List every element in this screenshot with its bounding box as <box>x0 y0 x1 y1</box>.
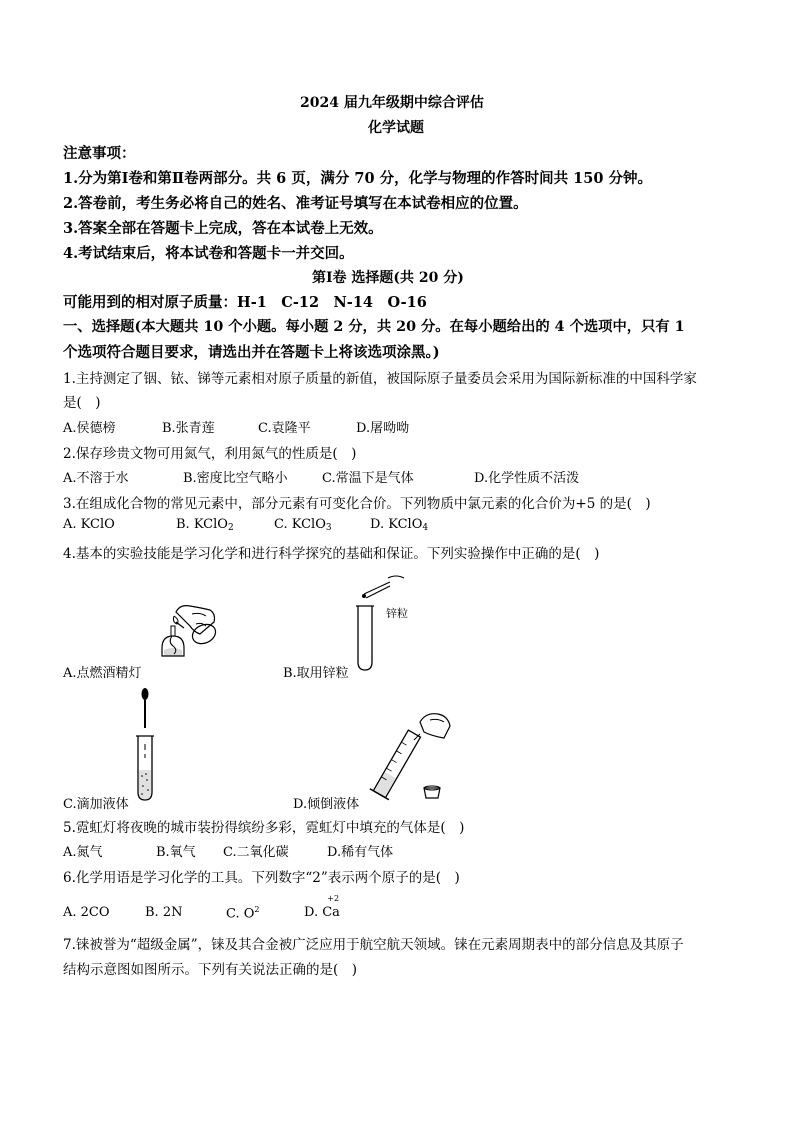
q1-option-c: C.袁隆平 <box>258 421 311 436</box>
q6-option-d-element <box>322 894 340 920</box>
q4-option-d: D.倾倒液体 <box>293 797 360 812</box>
q3-option-a: A. KClO <box>63 517 115 532</box>
q2-option-c: C.常温下是气体 <box>322 471 414 486</box>
q4-option-c: C.滴加液体 <box>63 797 129 812</box>
q6-option-c-text: C. O <box>226 906 255 922</box>
q3-stem: 3.在组成化合物的常见元素中，部分元素有可变化合价。下列物质中氯元素的化合价为+5 的是( ) <box>63 496 651 512</box>
page-subtitle: 化学试题 <box>368 120 424 136</box>
notice-item-1: 1.分为第Ⅰ卷和第Ⅱ卷两部分。共 6 页，满分 70 分，化学与物理的作答时间共 150 分钟。 <box>63 170 652 187</box>
q3-option-b <box>176 517 234 533</box>
notice-item-4: 4.考试结束后，将本试卷和答题卡一并交回。 <box>63 245 354 262</box>
q2-stem: 2.保存珍贵文物可用氮气，利用氮气的性质是( ) <box>63 446 357 462</box>
q5-stem: 5.霓虹灯将夜晚的城市装扮得缤纷多彩，霓虹灯中填充的气体是( ) <box>63 820 465 836</box>
q1-stem-line2: 是( ) <box>63 395 101 411</box>
q3-option-c-subscript: 3 <box>325 523 332 533</box>
notice-heading: 注意事项： <box>63 145 136 162</box>
figure-c-dropper <box>132 688 172 803</box>
q2-option-b: B.密度比空气略小 <box>183 471 288 486</box>
atomic-mass-line: 可能用到的相对原子质量：H-1 C-12 N-14 O-16 <box>63 294 427 311</box>
q6-option-d-symbol: Ca <box>322 905 340 920</box>
figure-a-alcohol-lamps <box>150 604 230 664</box>
notice-item-3: 3.答案全部在答题卡上完成，答在本试卷上无效。 <box>63 220 383 237</box>
q4-stem: 4.基本的实验技能是学习化学和进行科学探究的基础和保证。下列实验操作中正确的是( ) <box>63 546 600 562</box>
section-instruction-line1: 一、选择题(本大题共 10 个小题。每小题 2 分，共 20 分。在每小题给出的 4 个选项中，只有 1 <box>63 319 685 335</box>
q6-option-c <box>226 905 260 921</box>
q4-option-b: B.取用锌粒 <box>283 666 349 681</box>
zinc-label: 锌粒 <box>386 607 408 620</box>
q3-option-d-text: D. KClO <box>370 517 423 532</box>
figure-d-pouring-liquid <box>368 708 478 808</box>
q1-option-d: D.屠呦呦 <box>356 421 410 436</box>
q5-option-c: C.二氧化碳 <box>223 845 289 860</box>
q6-option-a: A. 2CO <box>63 905 110 920</box>
q1-option-a: A.侯德榜 <box>63 421 116 436</box>
q7-stem-line2: 结构示意图如图所示。下列有关说法正确的是( ) <box>63 962 358 978</box>
q5-option-a: A.氮气 <box>63 845 103 860</box>
part1-heading: 第Ⅰ卷 选择题(共 20 分) <box>312 270 464 286</box>
q6-option-d-valence: +2 <box>327 894 340 903</box>
q3-option-b-text: B. KClO <box>176 517 228 532</box>
q6-option-d <box>304 894 340 920</box>
q2-option-a: A.不溶于水 <box>63 471 129 486</box>
page-title: 2024 届九年级期中综合评估 <box>300 95 484 111</box>
q4-option-a: A.点燃酒精灯 <box>63 666 142 681</box>
q2-option-d: D.化学性质不活泼 <box>474 471 580 486</box>
q1-stem-line1: 1.主持测定了铟、铱、锑等元素相对原子质量的新值，被国际原子量委员会采用为国际新标准的中国科学家 <box>63 371 697 387</box>
q6-option-c-superscript: 2 <box>254 905 260 914</box>
q3-option-b-subscript: 2 <box>227 523 234 533</box>
notice-item-2: 2.答卷前，考生务必将自己的姓名、准考证号填写在本试卷相应的位置。 <box>63 195 528 212</box>
q1-option-b: B.张青莲 <box>162 421 215 436</box>
q5-option-b: B.氧气 <box>156 845 196 860</box>
q3-option-d-subscript: 4 <box>422 523 429 533</box>
q3-option-c-text: C. KClO <box>274 517 326 532</box>
figure-b-zinc-test-tube <box>352 572 422 672</box>
q3-option-c <box>274 517 332 533</box>
q6-stem: 6.化学用语是学习化学的工具。下列数字“2”表示两个原子的是( ) <box>63 870 460 886</box>
q6-option-b: B. 2N <box>145 905 183 920</box>
section-instruction-line2: 个选项符合题目要求，请选出并在答题卡上将该选项涂黑。) <box>63 344 440 361</box>
q6-option-d-text: D. <box>304 905 323 920</box>
q5-option-d: D.稀有气体 <box>327 845 394 860</box>
q7-stem-line1: 7.铼被誉为“超级金属”，铼及其合金被广泛应用于航空航天领域。铼在元素周期表中的部分信息及其原子 <box>63 937 684 953</box>
q3-option-d <box>370 517 428 533</box>
